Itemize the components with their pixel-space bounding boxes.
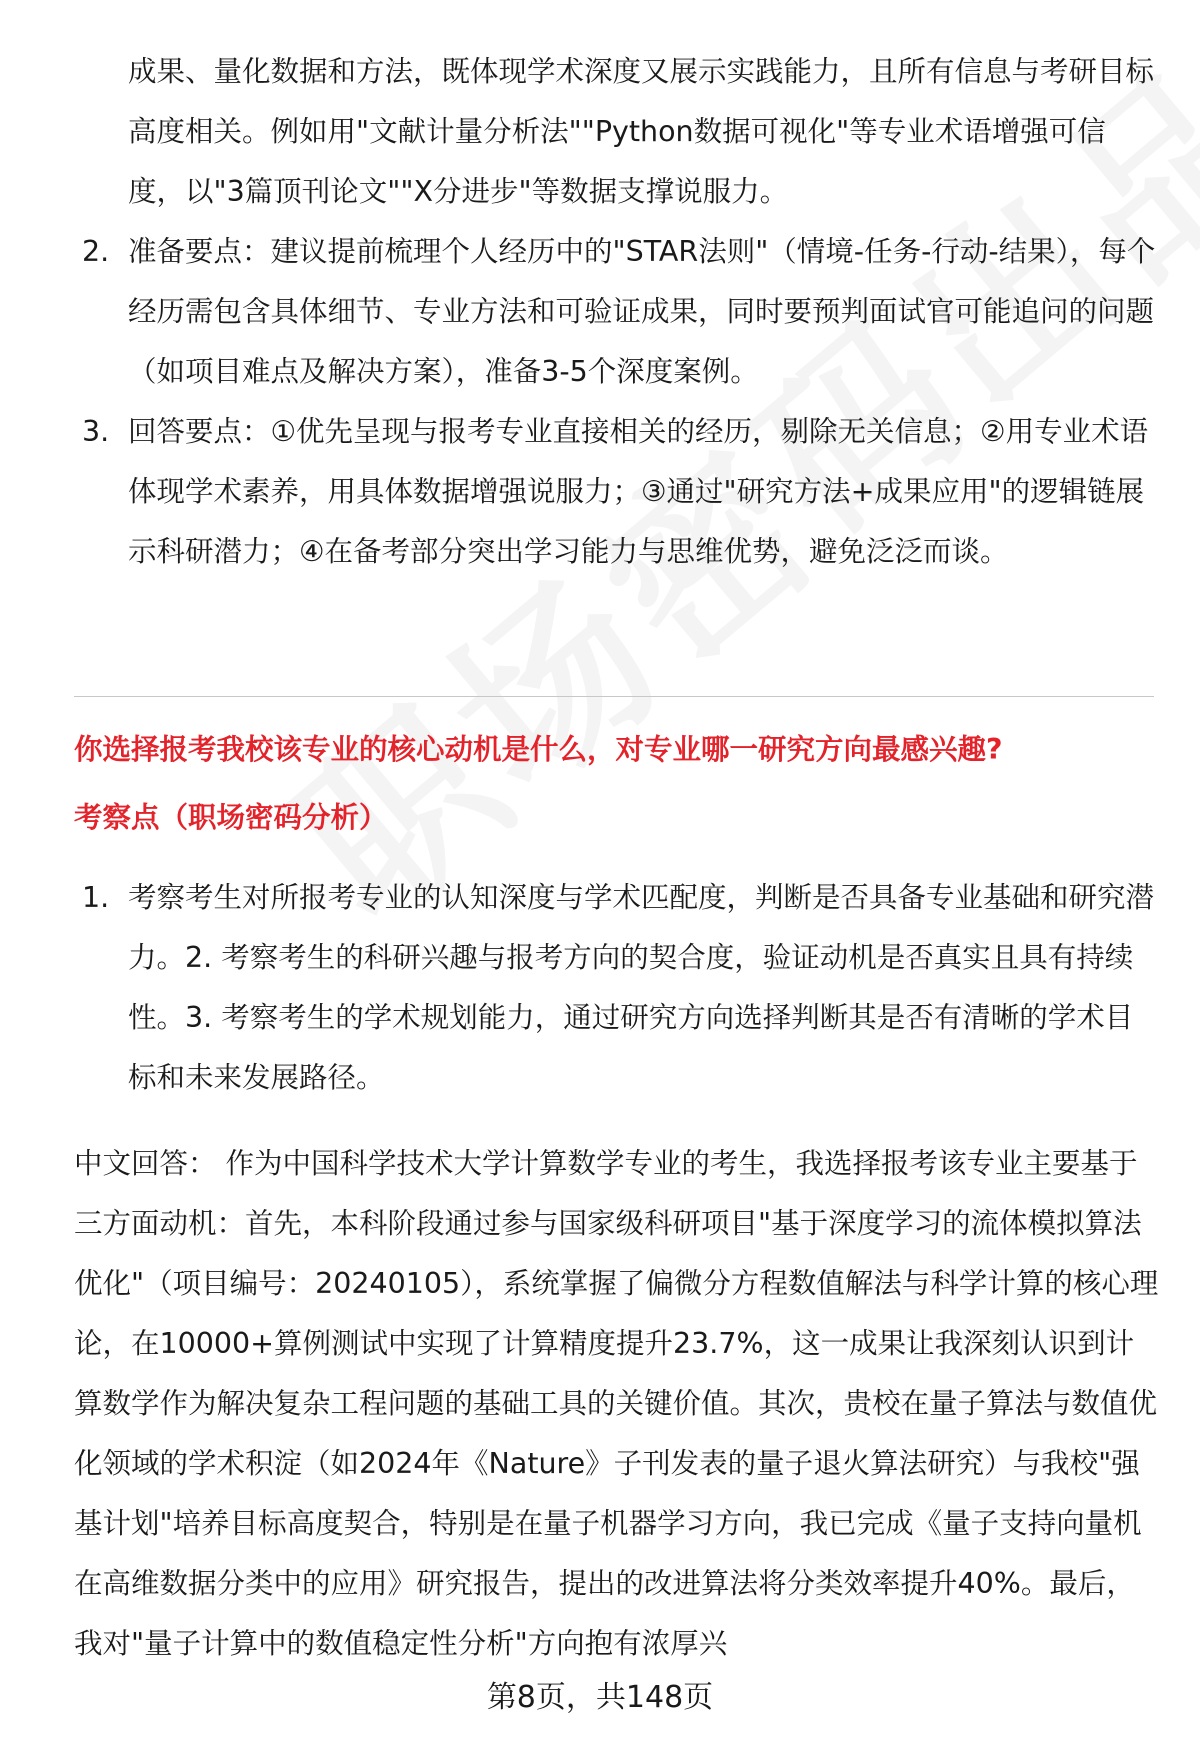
list-item-number: 2. [82,235,110,268]
list-item-text: 回答要点：①优先呈现与报考专业直接相关的经历，剔除无关信息；②用专业术语体现学术素养，用具体数据增强说服力；③通过"研究方法+成果应用"的逻辑链展示科研潜力；④在备考部分突出学习能力与思维优势，避免泛泛而谈。 [128,415,1149,568]
list-item-text: 准备要点：建议提前梳理个人经历中的"STAR法则"（情境-任务-行动-结果），每个经历需包含具体细节、专业方法和可验证成果，同时要预判面试官可能追问的问题（如项目难点及解决方案），准备3-5个深度案例。 [128,235,1156,388]
exam-point-list [0,868,1200,1108]
answer-paragraph: 中文回答： 作为中国科学技术大学计算数学专业的考生，我选择报考该专业主要基于三方面动机：首先，本科阶段通过参与国家级科研项目"基于深度学习的流体模拟算法优化"（项目编号：20240105），系统掌握了偏微分方程数值解法与科学计算的核心理论，在10000+算例测试中实现了计算精度提升23.7%，这一成果让我深刻认识到计算数学作为解决复杂工程问题的基础工具的关键价值。其次，贵校在量子算法与数值优化领域的学术积淀（如2024年《Nature》子刊发表的量子退火算法研究）与我校"强基计划"培养目标高度契合，特别是在量子机器学习方向，我已完成《量子支持向量机在高维数据分类中的应用》研究报告，提出的改进算法将分类效率提升40%。最后，我对"量子计算中的数值稳定性分析"方向抱有浓厚兴 [74,1147,1159,1660]
list-item-text: 成果、量化数据和方法，既体现学术深度又展示实践能力，且所有信息与考研目标高度相关。例如用"文献计量分析法""Python数据可视化"等专业术语增强可信度，以"3篇顶刊论文""X分进步"等数据支撑说服力。 [128,55,1155,208]
section-divider [74,696,1154,697]
list-item-number: 3. [82,415,110,448]
list-item [0,42,1200,222]
list-item [0,222,1200,402]
exam-point-heading: 考察点（职场密码分析） [74,801,388,834]
list-item [0,402,1200,582]
list-item [0,868,1200,1108]
intro-list [0,42,1200,582]
list-item-number: 1. [82,881,110,914]
page-number-footer: 第8页，共148页 [486,1680,714,1715]
question-heading: 你选择报考我校该专业的核心动机是什么，对专业哪一研究方向最感兴趣? [74,733,1003,766]
list-item-text: 考察考生对所报考专业的认知深度与学术匹配度，判断是否具备专业基础和研究潜力。2. 考察考生的科研兴趣与报考方向的契合度，验证动机是否真实且具有持续性。3. 考察考生的学术规划能力，通过研究方向选择判断其是否有清晰的学术目标和未来发展路径。 [128,881,1155,1094]
